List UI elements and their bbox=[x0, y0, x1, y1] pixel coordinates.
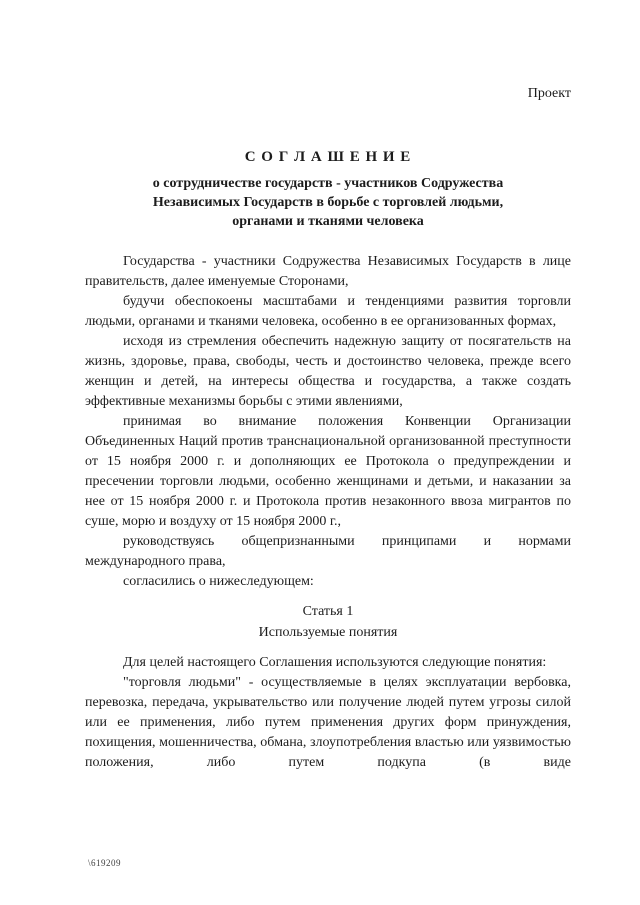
preamble-paragraph: руководствуясь общепризнанными принципами и нормами международного права, bbox=[85, 534, 571, 569]
preamble-paragraph: согласились о нижеследующем: bbox=[123, 574, 314, 589]
draft-label: Проект bbox=[527, 86, 571, 101]
document-title: С О Г Л А Ш Е Н И Е bbox=[244, 149, 412, 165]
subtitle-line: органами и тканями человека bbox=[232, 214, 424, 229]
preamble-paragraph: Государства - участники Содружества Независимых Государств в лице правительств, далее именуемые Сторонами, bbox=[85, 254, 571, 289]
article-number: Статья 1 bbox=[302, 604, 354, 619]
document-subtitle bbox=[85, 174, 571, 231]
subtitle-line: о сотрудничестве государств - участников Содружества bbox=[152, 176, 504, 191]
footer-registry-number: \619209 bbox=[88, 858, 122, 868]
preamble-paragraph: принимая во внимание положения Конвенции Организации Объединенных Наций против транснациональной организованной преступности от 15 ноября 2000 г. и дополняющих ее Протокола о предупреждении и пресечении торговли людьми, особенно женщинами и детьми, и наказании за нее от 15 ноября 2000 г. и Протокола против незаконного ввоза мигрантов по суше, морю и воздуху от 15 ноября 2000 г., bbox=[85, 414, 571, 529]
article-name: Используемые понятия bbox=[258, 625, 398, 640]
preamble-paragraph: будучи обеспокоены масштабами и тенденциями развития торговли людьми, органами и тканями человека, особенно в ее организованных формах, bbox=[85, 294, 571, 329]
article-paragraph: Для целей настоящего Соглашения используются следующие понятия: bbox=[123, 655, 547, 670]
preamble-section bbox=[85, 252, 571, 592]
article-1-heading bbox=[85, 601, 571, 643]
preamble-paragraph: исходя из стремления обеспечить надежную защиту от посягательств на жизнь, здоровье, права, свободы, честь и достоинство человека, прежде всего женщин и детей, на интересы общества и государства, а также создать эффективные механизмы борьбы с этими явлениями, bbox=[85, 334, 571, 409]
subtitle-line: Независимых Государств в борьбе с торговлей людьми, bbox=[152, 195, 504, 210]
document-content bbox=[85, 0, 571, 773]
article-1-body bbox=[85, 653, 571, 773]
article-paragraph: "торговля людьми" - осуществляемые в целях эксплуатации вербовка, перевозка, передача, укрывательство или получение людей путем угрозы силой или ее применения, либо путем применения других форм принуждения, похищения, мошенничества, обмана, злоупотребления властью или уязвимостью положения, либо путем подкупа (в виде bbox=[85, 675, 571, 770]
